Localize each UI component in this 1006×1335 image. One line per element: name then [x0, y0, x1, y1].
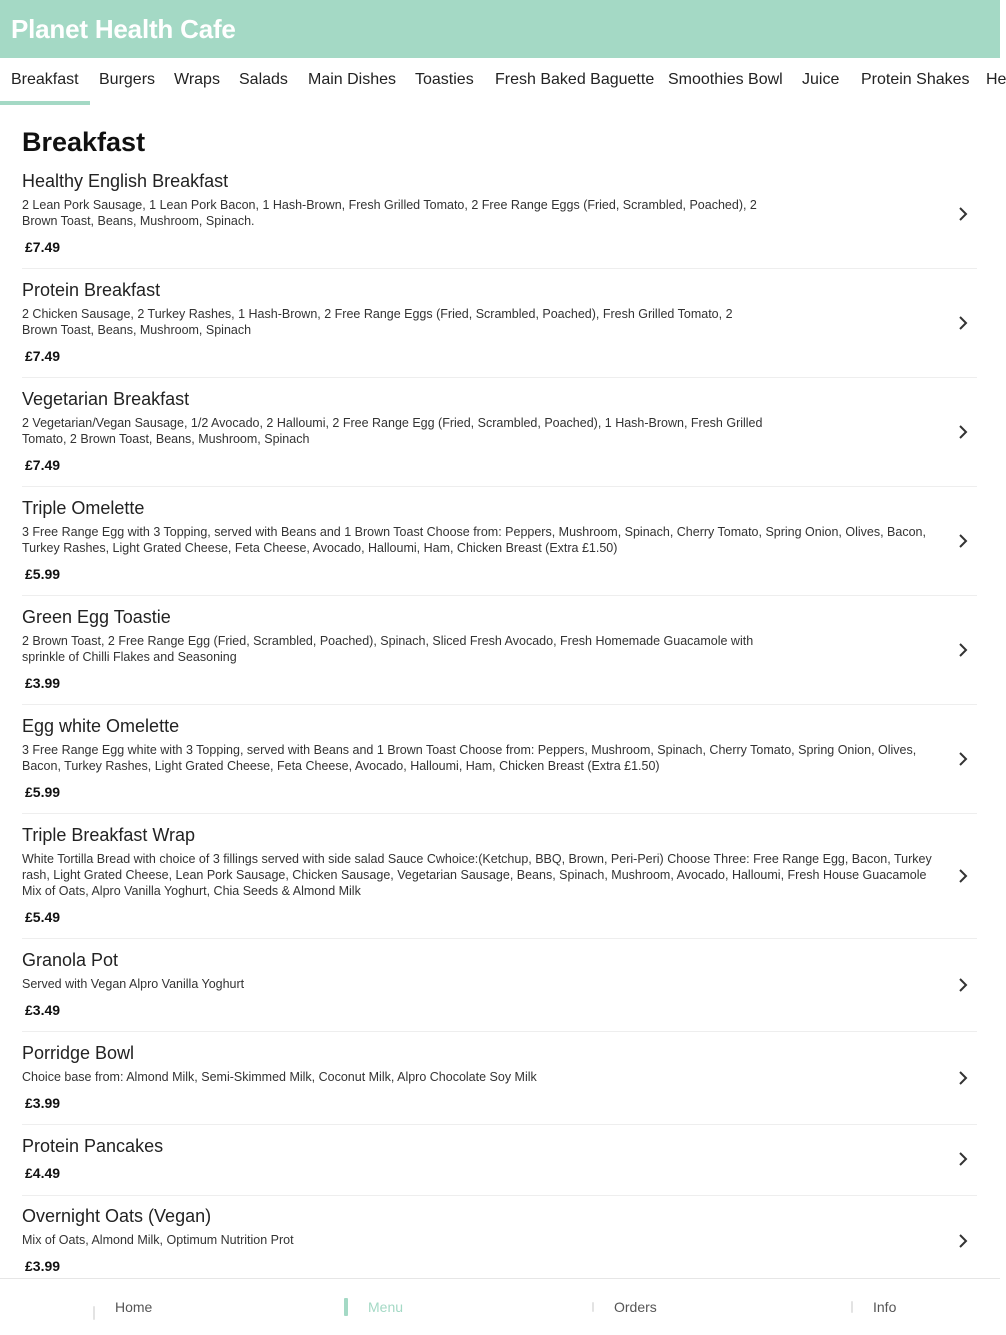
chevron-right-icon	[955, 1233, 971, 1249]
tab-breakfast[interactable]: Breakfast	[0, 58, 90, 105]
item-price: £7.49	[25, 348, 61, 364]
item-price: £3.99	[25, 1095, 61, 1111]
section-title: Breakfast	[22, 127, 146, 157]
menu-item[interactable]	[22, 1043, 977, 1125]
item-name: Porridge Bowl	[22, 1043, 135, 1063]
chevron-right-icon	[955, 206, 971, 222]
menu-indicator-icon	[344, 1298, 348, 1316]
chevron-right-icon	[955, 1070, 971, 1086]
menu-item[interactable]	[22, 950, 977, 1032]
tab-main-dishes[interactable]: Main Dishes	[308, 71, 397, 88]
item-price: £3.99	[25, 1258, 61, 1274]
menu-item[interactable]	[22, 498, 977, 596]
app-header	[0, 0, 1000, 58]
app-title: Planet Health Cafe	[11, 13, 236, 44]
chevron-right-icon	[955, 1151, 971, 1167]
item-description: White Tortilla Bread with choice of 3 fillings served with side salad Sauce Cwhoice:(Ketchup, BBQ, Brown, Peri-Peri) Choose Three: Free Range Egg, Bacon, Turkey rash, Light Grated Cheese, Lean Pork Sausage, Chicken Sausage, Vegetarian Sausage, Beans, Spinach, Mushroom, Avocado, Halloumi, Fresh House Guacamole Mix of Oats, Alpro Vanilla Yoghurt, Chia Seeds & Almond Milk	[22, 852, 932, 898]
item-price: £5.99	[25, 784, 61, 800]
item-name: Healthy English Breakfast	[22, 171, 229, 191]
item-description: 3 Free Range Egg with 3 Topping, served with Beans and 1 Brown Toast Choose from: Peppers, Mushroom, Spinach, Cherry Tomato, Spring Onion, Olives, Bacon, Turkey Rashes, Light Grated Cheese, Feta Cheese, Avocado, Halloumi, Ham, Chicken Breast (Extra £1.50)	[22, 525, 926, 555]
item-description: 2 Brown Toast, 2 Free Range Egg (Fried, Scrambled, Poached), Spinach, Sliced Fresh Avocado, Fresh Homemade Guacamole with sprinkle of Chilli Flakes and Seasoning	[22, 634, 754, 664]
chevron-right-icon	[955, 533, 971, 549]
item-name: Triple Breakfast Wrap	[22, 825, 196, 845]
info-indicator-icon	[851, 1301, 853, 1313]
tab-wraps[interactable]: Wraps	[174, 71, 220, 88]
menu-item[interactable]	[22, 825, 977, 939]
tab-partial[interactable]: He	[986, 71, 1006, 88]
home-indicator-icon	[93, 1306, 95, 1320]
item-name: Overnight Oats (Vegan)	[22, 1206, 212, 1226]
tab-toasties[interactable]: Toasties	[415, 71, 474, 88]
item-name: Protein Breakfast	[22, 280, 161, 300]
menu-item[interactable]	[22, 280, 977, 378]
item-price: £5.99	[25, 566, 61, 582]
item-description: 3 Free Range Egg white with 3 Topping, served with Beans and 1 Brown Toast Choose from: Peppers, Mushroom, Spinach, Cherry Tomato, Spring Onion, Olives, Bacon, Turkey Rashes, Light Grated Cheese, Feta Cheese, Avocado, Halloumi, Ham, Chicken Breast (Extra £1.50)	[22, 743, 917, 773]
item-price: £3.99	[25, 675, 61, 691]
tab-salads[interactable]: Salads	[239, 71, 288, 88]
chevron-right-icon	[955, 751, 971, 767]
chevron-right-icon	[955, 642, 971, 658]
item-name: Egg white Omelette	[22, 716, 180, 736]
item-description: 2 Vegetarian/Vegan Sausage, 1/2 Avocado, 2 Halloumi, 2 Free Range Egg (Fried, Scrambled, Poached), 1 Hash-Brown, Fresh Grilled Tomato, 2 Brown Toast, Beans, Mushroom, Spinach	[22, 416, 763, 446]
menu-content	[0, 105, 1000, 1277]
item-name: Vegetarian Breakfast	[22, 389, 190, 409]
menu-item[interactable]	[22, 171, 977, 269]
item-price: £7.49	[25, 239, 61, 255]
item-description: 2 Lean Pork Sausage, 1 Lean Pork Bacon, 1 Hash-Brown, Fresh Grilled Tomato, 2 Free Range Eggs (Fried, Scrambled, Poached), 2 Brown Toast, Beans, Mushroom, Spinach.	[22, 198, 757, 228]
menu-item[interactable]	[22, 607, 977, 705]
menu-item[interactable]	[22, 389, 977, 487]
item-price: £4.49	[25, 1165, 61, 1181]
item-name: Green Egg Toastie	[22, 607, 171, 627]
nav-home-label: Home	[115, 1299, 153, 1315]
nav-info-label: Info	[873, 1299, 897, 1315]
bottom-navigation	[0, 1278, 1000, 1335]
chevron-right-icon	[955, 424, 971, 440]
nav-orders-label: Orders	[614, 1299, 657, 1315]
chevron-right-icon	[955, 868, 971, 884]
tab-juice[interactable]: Juice	[802, 71, 840, 88]
nav-menu-label: Menu	[368, 1299, 404, 1315]
item-name: Protein Pancakes	[22, 1136, 164, 1156]
item-price: £7.49	[25, 457, 61, 473]
item-price: £5.49	[25, 909, 61, 925]
item-name: Granola Pot	[22, 950, 119, 970]
nav-info[interactable]	[851, 1279, 896, 1335]
orders-indicator-icon	[592, 1302, 594, 1312]
nav-home[interactable]	[93, 1279, 152, 1335]
item-price: £3.49	[25, 1002, 61, 1018]
item-description: 2 Chicken Sausage, 2 Turkey Rashes, 1 Hash-Brown, 2 Free Range Eggs (Fried, Scrambled, Poached), Fresh Grilled Tomato, 2 Brown Toast, Beans, Mushroom, Spinach	[22, 307, 733, 337]
tab-fresh-baked-baguette[interactable]: Fresh Baked Baguette	[495, 71, 655, 88]
tab-protein-shakes[interactable]: Protein Shakes	[861, 71, 970, 88]
item-description: Served with Vegan Alpro Vanilla Yoghurt	[22, 977, 245, 991]
item-description: Mix of Oats, Almond Milk, Optimum Nutrition Prot	[22, 1233, 294, 1247]
item-name: Triple Omelette	[22, 498, 145, 518]
nav-menu[interactable]	[344, 1279, 403, 1335]
category-tabs	[0, 58, 1006, 105]
menu-item[interactable]	[22, 716, 977, 814]
chevron-right-icon	[955, 315, 971, 331]
item-description: Choice base from: Almond Milk, Semi-Skimmed Milk, Coconut Milk, Alpro Chocolate Soy Milk	[22, 1070, 537, 1084]
menu-item[interactable]	[22, 1136, 977, 1196]
nav-orders[interactable]	[592, 1279, 657, 1335]
tab-burgers[interactable]: Burgers	[99, 71, 156, 88]
chevron-right-icon	[955, 977, 971, 993]
tab-smoothies-bowl[interactable]: Smoothies Bowl	[668, 71, 783, 88]
